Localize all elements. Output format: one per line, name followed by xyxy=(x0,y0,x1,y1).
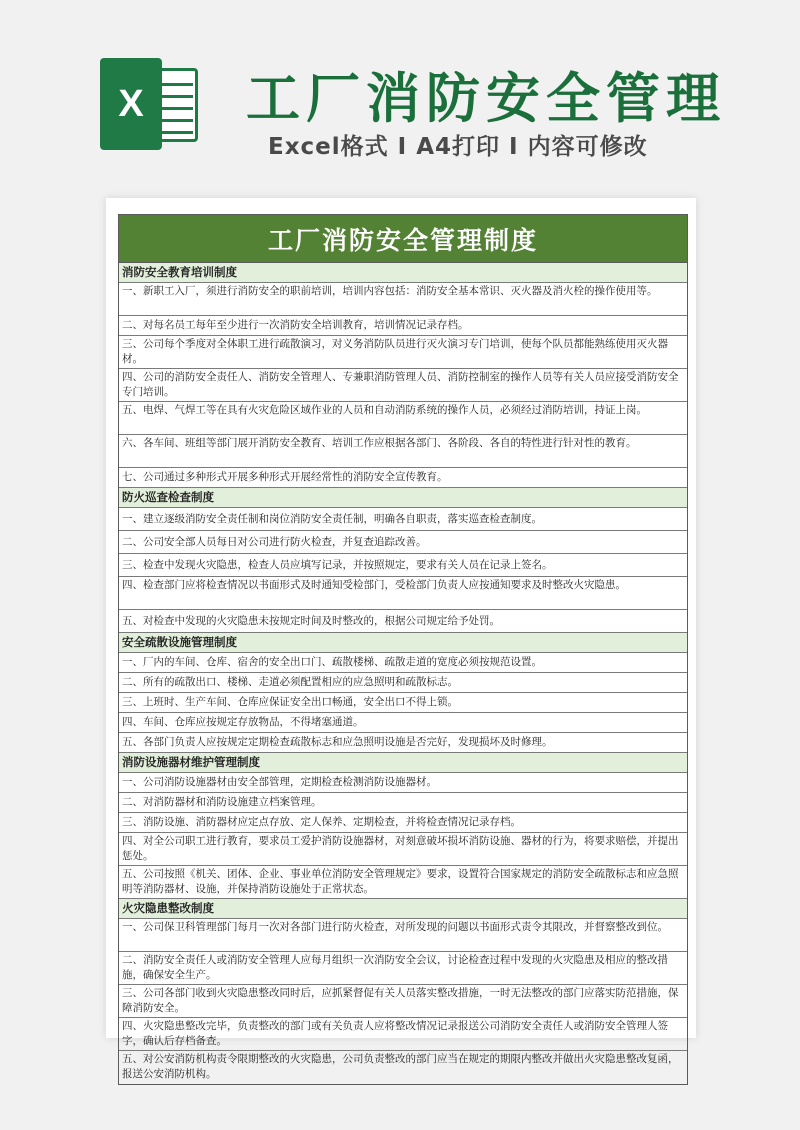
rule-item-text: 四、车间、仓库应按规定存放物品，不得堵塞通道。 xyxy=(122,716,364,728)
rule-item xyxy=(119,508,687,531)
header-banner xyxy=(0,0,800,180)
rule-item xyxy=(119,610,687,633)
regulation-table xyxy=(118,214,688,1085)
rule-item xyxy=(119,985,687,1018)
rule-item xyxy=(119,369,687,402)
rule-item-text: 四、对全公司职工进行教育，要求员工爱护消防设施器材，对刻意破坏损坏消防设施、器材的行为，将要求赔偿，并提出惩处。 xyxy=(122,835,679,862)
excel-x-badge: X xyxy=(100,58,162,150)
rule-item xyxy=(119,336,687,369)
rule-item xyxy=(119,435,687,468)
rule-item-text: 四、公司的消防安全责任人、消防安全管理人、专兼职消防管理人员、消防控制室的操作人员等有关人员应接受消防安全专门培训。 xyxy=(122,371,679,398)
rule-item-text: 一、建立逐级消防安全责任制和岗位消防安全责任制，明确各自职责，落实巡查检查制度。 xyxy=(122,513,542,525)
rule-item-text: 二、公司安全部人员每日对公司进行防火检查，并复查追踪改善。 xyxy=(122,536,427,548)
rule-item xyxy=(119,673,687,693)
excel-logo-icon xyxy=(100,58,200,150)
rule-item-text: 五、对公安消防机构责令限期整改的火灾隐患，公司负责整改的部门应当在规定的期限内整改并做出火灾隐患整改复函，报送公安消防机构。 xyxy=(122,1053,679,1080)
document-title: 工厂消防安全管理制度 xyxy=(119,215,687,263)
section-heading: 消防设施器材维护管理制度 xyxy=(119,753,687,773)
rule-item xyxy=(119,693,687,713)
rule-item-text: 六、各车间、班组等部门展开消防安全教育、培训工作应根据各部门、各阶段、各自的特性进行针对性的教育。 xyxy=(122,437,637,449)
rule-item xyxy=(119,1018,687,1051)
rule-item xyxy=(119,653,687,673)
rule-item-text: 二、对消防器材和消防设施建立档案管理。 xyxy=(122,796,322,808)
rule-item xyxy=(119,316,687,336)
rule-item xyxy=(119,531,687,554)
document-card xyxy=(106,198,696,1080)
rule-item xyxy=(119,813,687,833)
rule-item xyxy=(119,468,687,488)
rule-item xyxy=(119,952,687,985)
section-heading: 火灾隐患整改制度 xyxy=(119,899,687,919)
rule-item-text: 五、各部门负责人应按规定定期检查疏散标志和应急照明设施是否完好，发现损坏及时修理。 xyxy=(122,736,553,748)
banner-subtitle: Excel格式 I A4打印 I 内容可修改 xyxy=(268,134,648,160)
rule-item-text: 七、公司通过多种形式开展多种形式开展经常性的消防安全宣传教育。 xyxy=(122,471,448,483)
rule-item xyxy=(119,919,687,952)
rule-item-text: 一、新职工入厂，须进行消防安全的职前培训，培训内容包括：消防安全基本常识、灭火器及消火栓的操作使用等。 xyxy=(122,285,658,297)
rule-item-text: 四、检查部门应将检查情况以书面形式及时通知受检部门，受检部门负责人应按通知要求及时整改火灾隐患。 xyxy=(122,579,626,591)
rule-item-text: 五、对检查中发现的火灾隐患未按规定时间及时整改的，根据公司规定给予处罚。 xyxy=(122,615,500,627)
rule-item-text: 五、电焊、气焊工等在具有火灾危险区域作业的人员和自动消防系统的操作人员，必须经过消防培训，持证上岗。 xyxy=(122,404,647,416)
rule-item xyxy=(119,1051,687,1084)
section-heading: 防火巡查检查制度 xyxy=(119,488,687,508)
section-heading: 安全疏散设施管理制度 xyxy=(119,633,687,653)
rule-item xyxy=(119,866,687,899)
rule-item-text: 二、所有的疏散出口、楼梯、走道必须配置相应的应急照明和疏散标志。 xyxy=(122,676,458,688)
rule-item xyxy=(119,554,687,577)
rule-item-text: 三、检查中发现火灾隐患，检查人员应填写记录，并按照规定，要求有关人员在记录上签名。 xyxy=(122,559,553,571)
rule-item-text: 三、公司每个季度对全体职工进行疏散演习，对义务消防队员进行灭火演习专门培训，使每个队员都能熟练使用灭火器材。 xyxy=(122,338,668,365)
rule-item-text: 一、公司消防设施器材由安全部管理，定期检查检测消防设施器材。 xyxy=(122,776,437,788)
rule-item xyxy=(119,713,687,733)
rule-item-text: 一、公司保卫科管理部门每月一次对各部门进行防火检查，对所发现的问题以书面形式责令其限改，并督察整改到位。 xyxy=(122,921,668,933)
rule-item xyxy=(119,773,687,793)
rule-item xyxy=(119,733,687,753)
rule-item-text: 一、厂内的车间、仓库、宿舍的安全出口门、疏散楼梯、疏散走道的宽度必须按规范设置。 xyxy=(122,656,542,668)
rule-item xyxy=(119,402,687,435)
rule-item-text: 三、上班时、生产车间、仓库应保证安全出口畅通，安全出口不得上锁。 xyxy=(122,696,458,708)
rule-item-text: 二、对每名员工每年至少进行一次消防安全培训教育，培训情况记录存档。 xyxy=(122,319,469,331)
rule-item-text: 三、消防设施、消防器材应定点存放、定人保养、定期检查，并将检查情况记录存档。 xyxy=(122,816,521,828)
rule-item-text: 四、火灾隐患整改完毕，负责整改的部门或有关负责人应将整改情况记录报送公司消防安全责任人或消防安全管理人签字，确认后存档备查。 xyxy=(122,1020,668,1047)
section-heading: 消防安全教育培训制度 xyxy=(119,263,687,283)
rule-item xyxy=(119,793,687,813)
rule-item xyxy=(119,577,687,610)
sections-container xyxy=(119,263,687,1084)
rule-item xyxy=(119,283,687,316)
rule-item xyxy=(119,833,687,866)
banner-title: 工厂消防安全管理 xyxy=(246,67,726,130)
rule-item-text: 三、公司各部门收到火灾隐患整改同时后，应抓紧督促有关人员落实整改措施，一时无法整改的部门应落实防范措施，保障消防安全。 xyxy=(122,987,679,1014)
rule-item-text: 二、消防安全责任人或消防安全管理人应每月组织一次消防安全会议，讨论检查过程中发现的火灾隐患及相应的整改措施，确保安全生产。 xyxy=(122,954,668,981)
rule-item-text: 五、公司按照《机关、团体、企业、事业单位消防安全管理规定》要求，设置符合国家规定的消防安全疏散标志和应急照明等消防器材、设施，并保持消防设施处于正常状态。 xyxy=(122,868,679,895)
